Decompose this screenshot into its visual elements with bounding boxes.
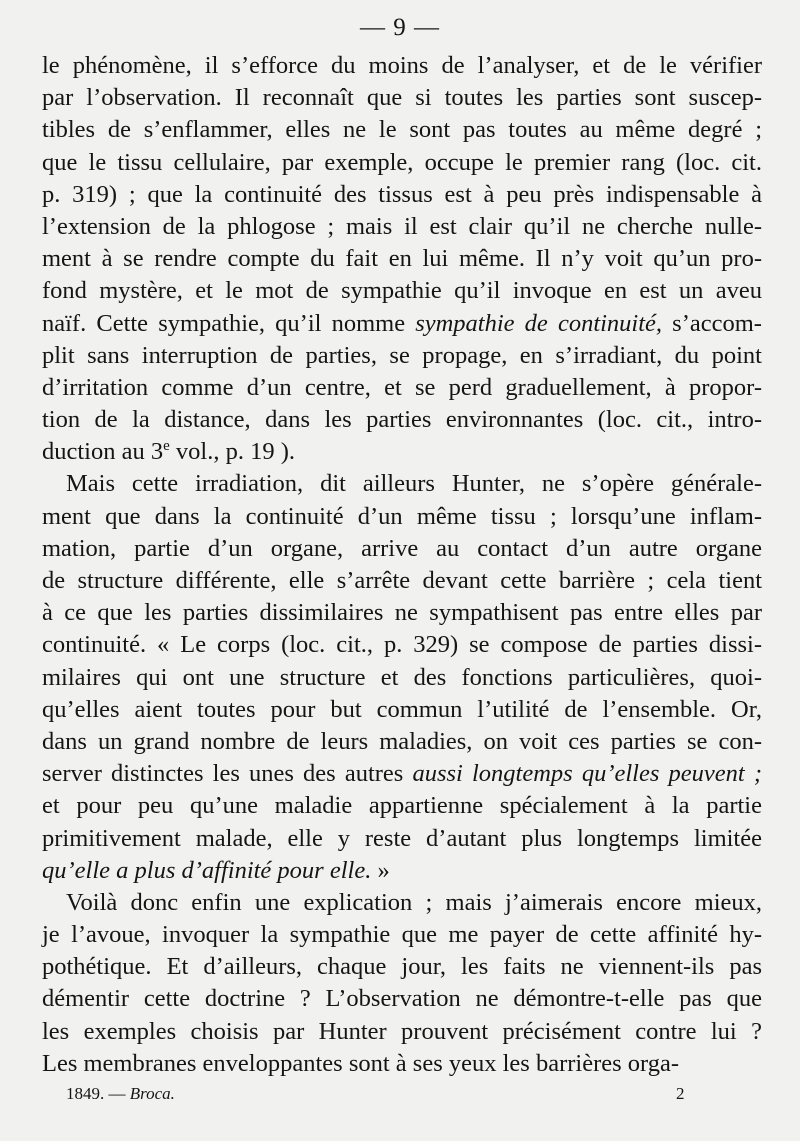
text-line: à ce que les parties dissimilaires ne sympathisent pas entre elles par [42, 599, 762, 627]
text-line: ment que dans la continuité d’un même tissu ; lorsqu’une inflam- [42, 502, 762, 530]
page-number: — 9 — [360, 14, 440, 41]
text-line: les exemples choisis par Hunter prouvent précisément contre lui ? [42, 1017, 762, 1045]
text-line: plit sans interruption de parties, se propage, en s’irradiant, du point [42, 341, 762, 369]
text-line: démentir cette doctrine ? L’observation ne démontre-t-elle pas que [42, 985, 762, 1013]
text-line: de structure différente, elle s’arrête devant cette barrière ; cela tient [42, 567, 762, 594]
text-line: et pour peu qu’une maladie appartienne spécialement à la partie [42, 792, 762, 820]
text-line: Les membranes enveloppantes sont à ses yeux les barrières orga- [42, 1049, 680, 1077]
text-line: primitivement malade, elle y reste d’autant plus longtemps limitée [42, 824, 762, 852]
footer-signature [66, 1084, 175, 1104]
text-line: continuité. « Le corps (loc. cit., p. 329) se compose de parties dissi- [42, 631, 762, 659]
footer-year: 1849. — [66, 1084, 130, 1103]
text-line: par l’observation. Il reconnaît que si toutes les parties sont suscep- [42, 84, 762, 112]
text-line: Mais cette irradiation, dit ailleurs Hunter, ne s’opère générale- [66, 470, 762, 498]
footer-author: Broca. [129, 1084, 175, 1103]
text-line: d’irritation comme d’un centre, et se perd graduellement, à propor- [42, 373, 762, 401]
italic-run: aussi longtemps qu’elles peuvent ; [412, 760, 762, 788]
text-line: Voilà donc enfin une explication ; mais j’aimerais encore mieux, [66, 888, 762, 916]
text-line [42, 436, 762, 468]
italic-run: qu’elle a plus d’affinité pour elle. [42, 856, 372, 884]
text-line: tion de la distance, dans les parties environnantes (loc. cit., intro- [42, 406, 762, 434]
text-run: » [371, 856, 390, 884]
superscript: e [163, 438, 170, 455]
text-line [42, 758, 762, 790]
text-line: qu’elles aient toutes pour but commun l’utilité de l’ensemble. Or, [42, 695, 762, 723]
text-run: duction au 3 [42, 438, 164, 466]
text-line: tibles de s’enflammer, elles ne le sont pas toutes au même degré ; [42, 116, 762, 144]
text-line: je l’avoue, invoquer la sympathie que me payer de cette affinité hy- [42, 921, 762, 949]
text-run: s’accom- [662, 309, 762, 337]
text-line [42, 855, 762, 887]
text-line: fond mystère, et le mot de sympathie qu’il invoque en est un aveu [42, 277, 762, 305]
text-run: vol., p. 19 ). [169, 438, 296, 466]
text-line [42, 308, 762, 340]
text-run: naïf. Cette sympathie, qu’il nomme [42, 309, 416, 337]
text-line: ment à se rendre compte du fait en lui même. Il n’y voit qu’un pro- [42, 245, 762, 273]
text-line: pothétique. Et d’ailleurs, chaque jour, les faits ne viennent-ils pas [42, 953, 762, 981]
text-line: le phénomène, il s’efforce du moins de l’analyser, et de le vérifier [42, 52, 762, 79]
text-line: que le tissu cellulaire, par exemple, occupe le premier rang (loc. cit. [42, 148, 762, 176]
text-run: server distinctes les unes des autres [42, 760, 413, 788]
text-line: l’extension de la phlogose ; mais il est clair qu’il ne cherche nulle- [42, 212, 762, 240]
text-line: dans un grand nombre de leurs maladies, on voit ces parties se con- [42, 727, 762, 755]
italic-run: sympathie de continuité, [415, 309, 663, 337]
body-text [42, 50, 762, 1080]
text-line: milaires qui ont une structure et des fonctions particulières, quoi- [42, 663, 762, 691]
text-line: mation, partie d’un organe, arrive au contact d’un autre organe [42, 534, 762, 562]
sheet-number: 2 [676, 1084, 685, 1103]
text-line: p. 319) ; que la continuité des tissus est à peu près indispensable à [42, 180, 762, 208]
